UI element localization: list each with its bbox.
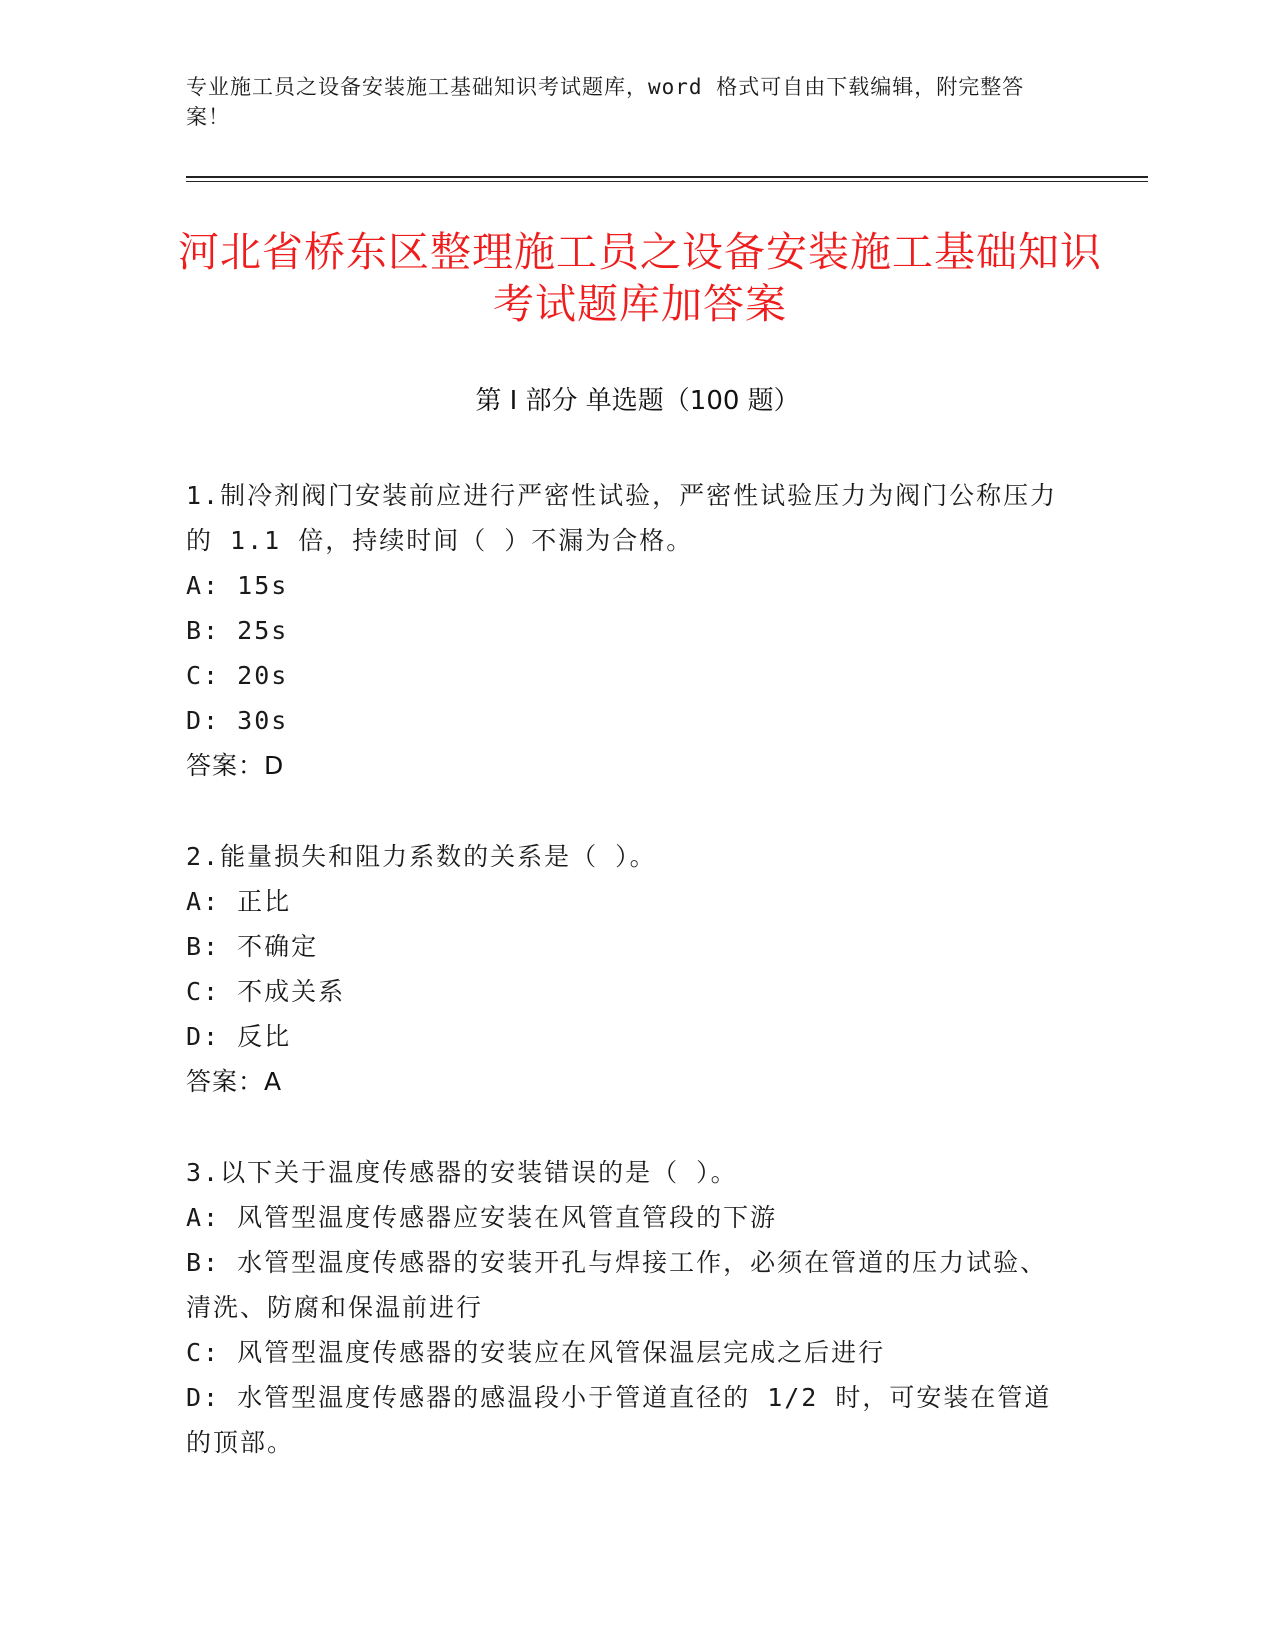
option-b: B: 25s bbox=[186, 616, 289, 645]
question-stem: 3.以下关于温度传感器的安装错误的是（ ）。 bbox=[186, 1158, 738, 1187]
option-d: D: 反比 bbox=[186, 1022, 292, 1051]
question-3 bbox=[186, 1150, 1066, 1465]
option-c: C: 风管型温度传感器的安装应在风管保温层完成之后进行 bbox=[186, 1338, 886, 1367]
header-divider-thick bbox=[186, 176, 1148, 178]
option-d: D: 30s bbox=[186, 706, 289, 735]
option-d: D: 水管型温度传感器的感温段小于管道直径的 1/2 时，可安装在管道的顶部。 bbox=[186, 1383, 1052, 1457]
option-c: C: 不成关系 bbox=[186, 977, 346, 1006]
header-divider-thin bbox=[186, 181, 1148, 182]
option-b: B: 不确定 bbox=[186, 932, 319, 961]
option-a: A: 正比 bbox=[186, 887, 292, 916]
answer: 答案：A bbox=[186, 1067, 283, 1096]
question-stem: 2.能量损失和阻力系数的关系是（ ）。 bbox=[186, 842, 657, 871]
question-stem: 1.制冷剂阀门安装前应进行严密性试验，严密性试验压力为阀门公称压力的 1.1 倍，持续时间（ ）不漏为合格。 bbox=[186, 481, 1058, 555]
option-a: A: 15s bbox=[186, 571, 289, 600]
section-title: 第 I 部分 单选题（100 题） bbox=[475, 386, 800, 416]
question-list bbox=[186, 473, 1066, 1511]
header-note: 专业施工员之设备安装施工基础知识考试题库，word 格式可自由下载编辑，附完整答案！ bbox=[186, 75, 1025, 129]
document-title: 河北省桥东区整理施工员之设备安装施工基础知识考试题库加答案 bbox=[178, 228, 1102, 328]
question-2 bbox=[186, 834, 1066, 1104]
answer: 答案：D bbox=[186, 751, 285, 780]
option-a: A: 风管型温度传感器应安装在风管直管段的下游 bbox=[186, 1203, 778, 1232]
question-1 bbox=[186, 473, 1066, 788]
option-b: B: 水管型温度传感器的安装开孔与焊接工作，必须在管道的压力试验、清洗、防腐和保温前进行 bbox=[186, 1248, 1048, 1322]
option-c: C: 20s bbox=[186, 661, 289, 690]
